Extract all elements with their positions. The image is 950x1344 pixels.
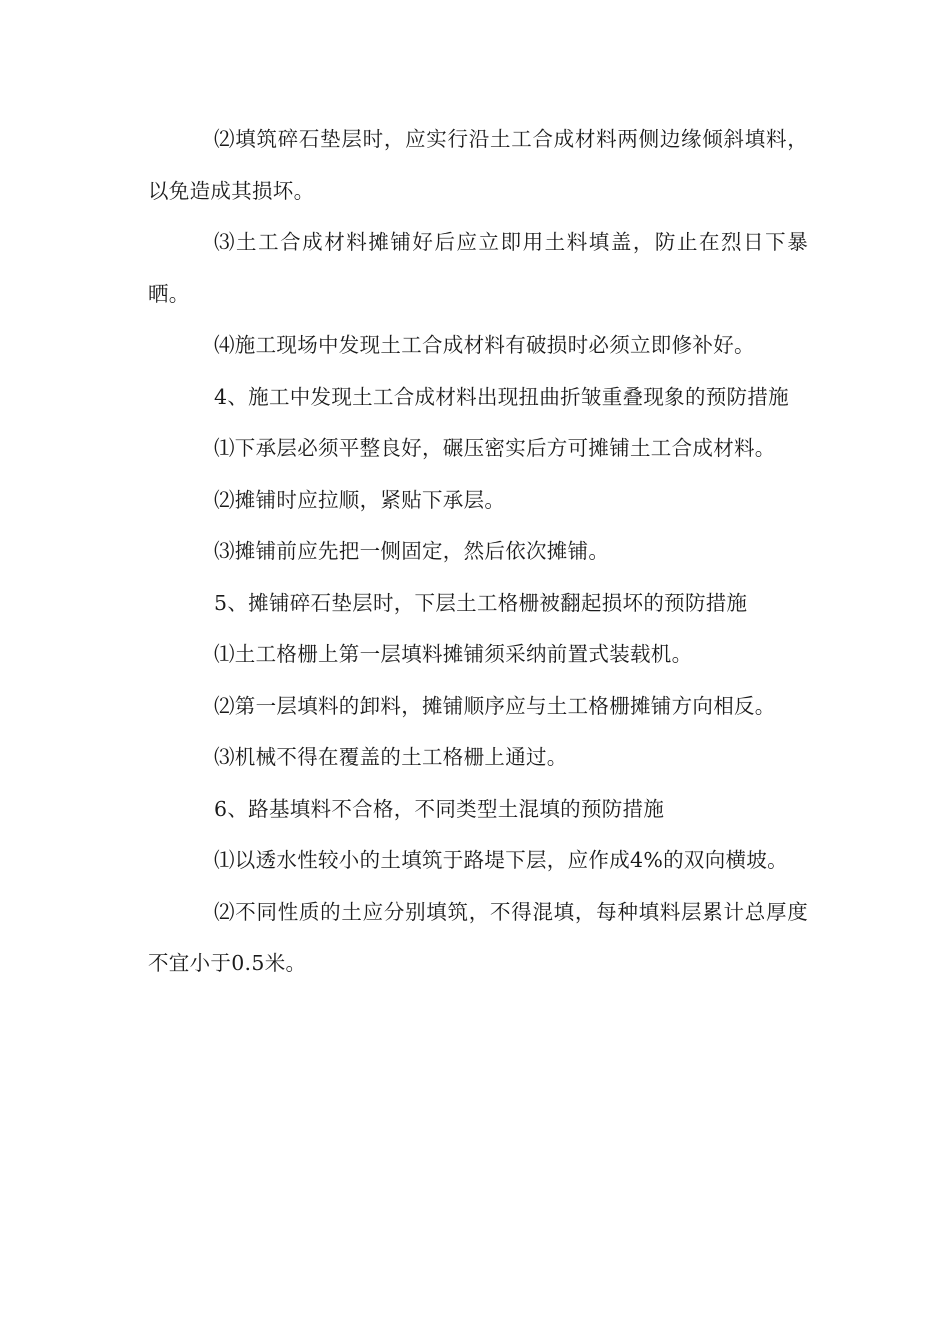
paragraph-pull-straight: ⑵摊铺时应拉顺，紧贴下承层。 [214,487,506,512]
paragraph-separate-filling: ⑵不同性质的土应分别填筑，不得混填，每种填料层累计总厚度不宜小于0.5米。 [148,899,808,975]
section-heading-4: 4、施工中发现土工合成材料出现扭曲折皱重叠现象的预防措施 [214,384,789,409]
paragraph-gravel-fill: ⑵填筑碎石垫层时，应实行沿土工合成材料两侧边缘倾斜填料，以免造成其损坏。 [148,127,808,203]
paragraph-low-permeability: ⑴以透水性较小的土填筑于路堤下层，应作成4%的双向横坡。 [214,848,788,872]
section-heading-6: 6、路基填料不合格，不同类型土混填的预防措施 [214,796,665,821]
paragraph-repair-damage: ⑷施工现场中发现土工合成材料有破损时必须立即修补好。 [214,333,755,357]
paragraph-unloading-order: ⑵第一层填料的卸料，摊铺顺序应与土工格栅摊铺方向相反。 [214,693,776,718]
paragraph-no-machinery: ⑶机械不得在覆盖的土工格栅上通过。 [214,745,568,769]
paragraph-fix-one-side: ⑶摊铺前应先把一侧固定，然后依次摊铺。 [214,539,610,563]
paragraph-cover-soil: ⑶土工合成材料摊铺好后应立即用土料填盖，防止在烈日下暴晒。 [148,230,808,306]
section-heading-5: 5、摊铺碎石垫层时，下层土工格栅被翻起损坏的预防措施 [214,590,748,615]
document-body [148,114,808,990]
paragraph-base-layer: ⑴下承层必须平整良好，碾压密实后方可摊铺土工合成材料。 [214,436,776,460]
paragraph-front-loader: ⑴土工格栅上第一层填料摊铺须采纳前置式装载机。 [214,642,693,666]
